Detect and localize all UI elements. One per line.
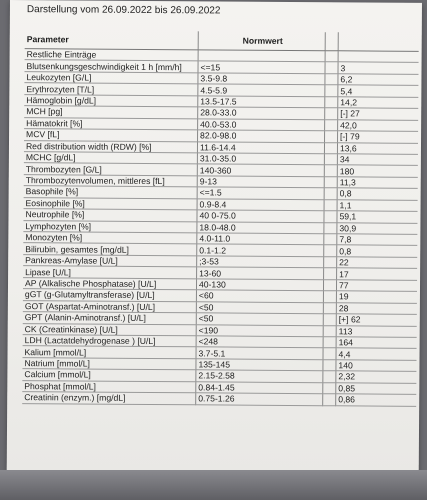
normwert-cell: 40.0-53.0 [198, 118, 325, 130]
parameter-cell: CK (Creatinkinase) [U/L] [23, 323, 197, 336]
parameter-cell: MCH [pg] [24, 106, 198, 119]
column-gap [324, 188, 337, 200]
normwert-cell: ;3-53 [197, 256, 324, 268]
value-column-header [338, 32, 419, 51]
result-value-cell: [-] 79 [338, 131, 419, 143]
result-value-cell [338, 51, 419, 63]
normwert-cell: 0.1-1.2 [197, 244, 324, 256]
normwert-cell: 4.5-5.9 [198, 84, 325, 96]
normwert-cell: 28.0-33.0 [198, 107, 325, 119]
column-gap [324, 268, 337, 280]
column-gap [325, 119, 338, 131]
result-value-cell: 19 [336, 291, 417, 303]
column-gap [323, 314, 336, 326]
normwert-cell: <248 [196, 336, 323, 348]
result-value-cell: 2,32 [336, 371, 417, 383]
normwert-cell: 82.0-98.0 [198, 130, 325, 142]
column-gap [324, 257, 337, 269]
column-gap [325, 32, 338, 51]
result-value-cell: 42,0 [338, 119, 419, 131]
normwert-cell: 3.5-9.8 [198, 73, 325, 85]
normwert-cell: <=1.5 [197, 187, 324, 199]
result-value-cell: 17 [337, 268, 418, 280]
column-gap [324, 234, 337, 246]
normwert-cell: 18.0-48.0 [197, 221, 324, 233]
column-gap [325, 96, 338, 108]
background-surface [0, 470, 427, 500]
parameter-cell: Phosphat [mmol/L] [22, 380, 196, 393]
normwert-cell: <50 [196, 313, 323, 325]
normwert-cell: <50 [196, 301, 323, 313]
parameter-cell: Restliche Einträge [25, 49, 199, 62]
result-value-cell: 14,2 [338, 97, 419, 109]
parameter-cell: Hämatokrit [%] [24, 117, 198, 130]
parameter-cell: Monozyten [%] [23, 232, 197, 245]
column-gap [323, 394, 336, 406]
parameter-cell: GPT (Alanin-Aminotransf.) [U/L] [23, 312, 197, 325]
parameter-cell: MCV [fL] [24, 129, 198, 142]
parameter-cell: Lymphozyten [%] [23, 220, 197, 233]
result-value-cell: 0,8 [337, 188, 418, 200]
report-date-range: Darstellung vom 26.09.2022 bis 26.09.2022 [26, 4, 221, 17]
result-value-cell: 140 [336, 360, 417, 372]
parameter-cell: Natrium [mmol/L] [22, 357, 196, 370]
parameter-cell: Basophile [%] [24, 186, 198, 199]
result-value-cell: 4,4 [336, 348, 417, 360]
column-gap [325, 108, 338, 120]
column-gap [324, 245, 337, 257]
column-gap [324, 177, 337, 189]
column-gap [324, 211, 337, 223]
result-value-cell: 0,85 [336, 382, 417, 394]
parameter-cell: Bilirubin, gesamtes [mg/dL] [23, 243, 197, 256]
column-gap [323, 348, 336, 360]
result-value-cell: 1,1 [337, 199, 418, 211]
normwert-cell: 2.15-2.58 [196, 370, 323, 382]
result-value-cell: 59,1 [337, 211, 418, 223]
result-value-cell: 28 [336, 302, 417, 314]
result-value-cell: 164 [336, 337, 417, 349]
parameter-cell: Calcium [mmol/L] [22, 369, 196, 382]
normwert-cell: <60 [196, 290, 323, 302]
result-value-cell: 113 [336, 325, 417, 337]
normwert-cell: 3.7-5.1 [196, 347, 323, 359]
normwert-cell: 31.0-35.0 [197, 153, 324, 165]
parameter-cell: GOT (Aspartat-Aminotransf.) [U/L] [23, 300, 197, 313]
result-value-cell: 0,86 [336, 394, 417, 406]
column-gap [323, 325, 336, 337]
column-gap [325, 85, 338, 97]
column-gap [323, 302, 336, 314]
result-value-cell: 3 [338, 62, 419, 74]
normwert-cell [198, 50, 325, 62]
result-value-cell: 180 [337, 165, 418, 177]
column-gap [325, 74, 338, 86]
parameter-cell: Neutrophile [%] [23, 209, 197, 222]
normwert-cell: 0.84-1.45 [196, 381, 323, 393]
parameter-cell: Thrombozyten [G/L] [24, 163, 198, 176]
parameter-cell: AP (Alkalische Phosphatase) [U/L] [23, 277, 197, 290]
column-gap [325, 62, 338, 74]
parameter-cell: Pankreas-Amylase [U/L] [23, 254, 197, 267]
column-gap [324, 142, 337, 154]
result-value-cell: 13,6 [337, 142, 418, 154]
result-value-cell: 11,3 [337, 177, 418, 189]
lab-results-table [22, 30, 419, 406]
normwert-cell: 13.5-17.5 [198, 96, 325, 108]
normwert-cell: <=15 [198, 61, 325, 73]
parameter-cell: Blutsenkungsgeschwindigkeit 1 h [mm/h] [25, 60, 199, 73]
parameter-cell: Thrombozytenvolumen, mittleres [fL] [24, 174, 198, 187]
parameter-cell: Eosinophile [%] [24, 197, 198, 210]
result-value-cell: 77 [336, 280, 417, 292]
normwert-cell: 13-60 [197, 267, 324, 279]
parameter-cell: Red distribution width (RDW) [%] [24, 140, 198, 153]
parameter-cell: Hämoglobin [g/dL] [24, 94, 198, 107]
parameter-cell: Kalium [mmol/L] [23, 346, 197, 359]
result-value-cell: 7,8 [337, 234, 418, 246]
column-gap [324, 222, 337, 234]
column-gap [323, 337, 336, 349]
normwert-cell: 140-360 [197, 164, 324, 176]
normwert-cell: 11.6-14.4 [197, 141, 324, 153]
parameter-cell: Erythrozyten [T/L] [24, 83, 198, 96]
column-gap [325, 51, 338, 63]
parameter-cell: Creatinin (enzym.) [mg/dL] [22, 392, 196, 405]
parameter-cell: LDH (Lactatdehydrogenase ) [U/L] [23, 335, 197, 348]
result-value-cell: 6,2 [338, 74, 419, 86]
column-gap [324, 154, 337, 166]
result-value-cell: 0,8 [337, 245, 418, 257]
normwert-cell: 40 0-75.0 [197, 210, 324, 222]
column-gap [323, 360, 336, 372]
parameter-cell: Lipase [U/L] [23, 266, 197, 279]
result-value-cell: 22 [337, 257, 418, 269]
parameter-cell: MCHC [g/dL] [24, 152, 198, 165]
result-value-cell: [+] 62 [336, 314, 417, 326]
result-value-cell: 30,9 [337, 222, 418, 234]
table-row [22, 392, 416, 406]
column-gap [323, 291, 336, 303]
column-gap [323, 279, 336, 291]
lab-results-body [22, 49, 418, 406]
normwert-cell: 0.75-1.26 [196, 393, 323, 405]
parameter-cell: gGT (g-Glutamyltransferase) [U/L] [23, 289, 197, 302]
column-gap [324, 199, 337, 211]
lab-report-paper [7, 0, 422, 475]
column-gap [325, 131, 338, 143]
normwert-column-header: Normwert [198, 31, 325, 50]
result-value-cell: 5,4 [338, 85, 419, 97]
column-gap [323, 371, 336, 383]
normwert-cell: 4.0-11.0 [197, 233, 324, 245]
result-value-cell: 34 [337, 154, 418, 166]
normwert-cell: 40-130 [196, 279, 323, 291]
column-gap [323, 382, 336, 394]
normwert-cell: 9-13 [197, 176, 324, 188]
normwert-cell: <190 [196, 324, 323, 336]
parameter-column-header: Parameter [25, 30, 199, 50]
parameter-cell: Leukozyten [G/L] [24, 71, 198, 84]
result-value-cell: [-] 27 [338, 108, 419, 120]
normwert-cell: 135-145 [196, 359, 323, 371]
column-gap [324, 165, 337, 177]
normwert-cell: 0.9-8.4 [197, 198, 324, 210]
